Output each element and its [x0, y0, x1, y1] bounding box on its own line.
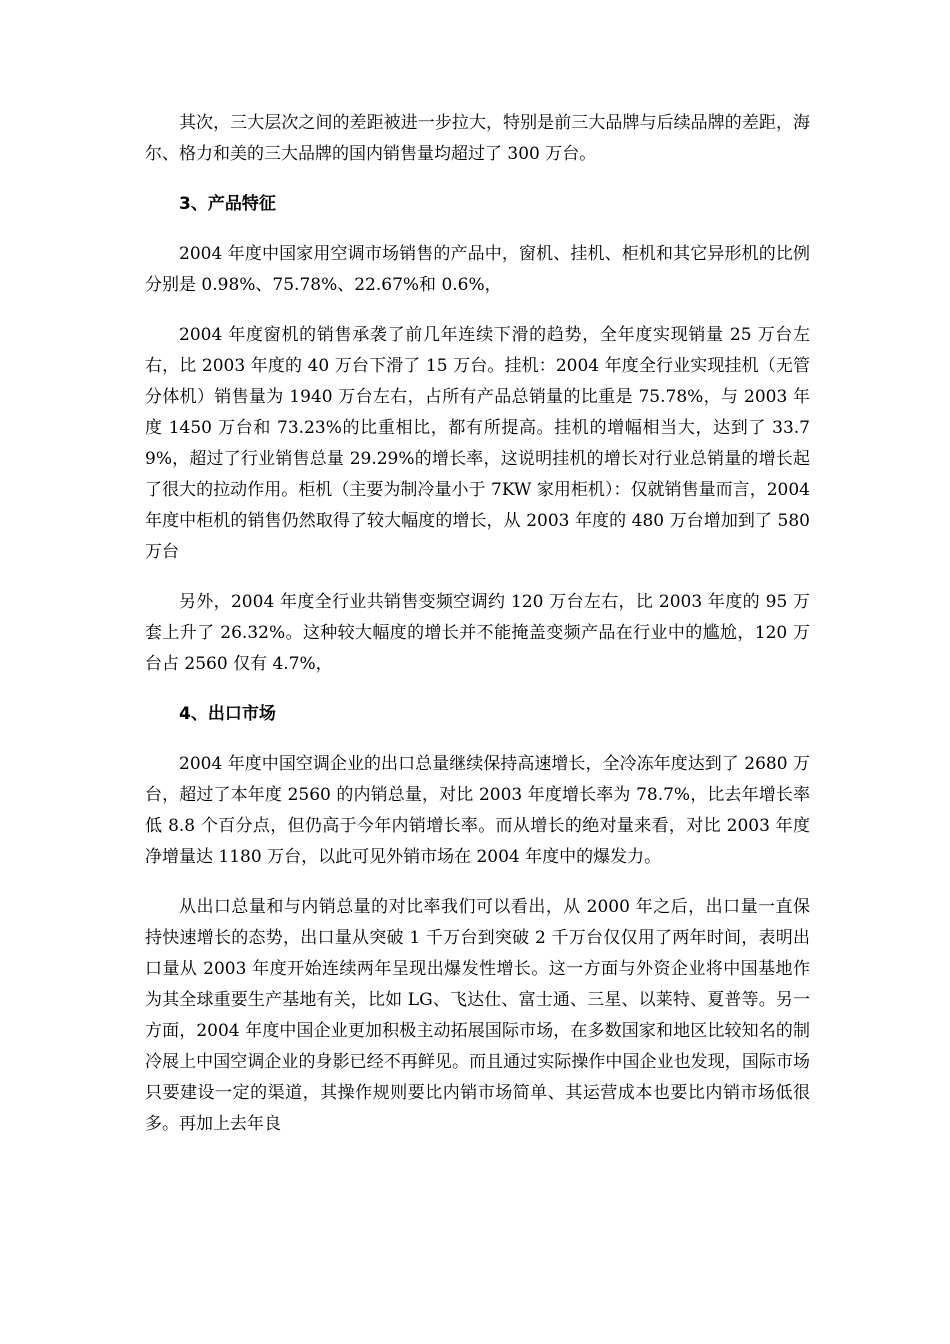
document-page: [145, 108, 810, 1159]
paragraph-inverter-ac: 另外，2004 年度全行业共销售变频空调约 120 万台左右，比 2003 年度的 95 万套上升了 26.32%。这种较大幅度的增长并不能掩盖变频产品在行业中的尴尬，120 万台占 2560 仅有 4.7%，: [145, 592, 810, 674]
paragraph-product-sales: 2004 年度窗机的销售承袭了前几年连续下滑的趋势，全年度实现销量 25 万台左右，比 2003 年度的 40 万台下滑了 15 万台。挂机：2004 年度全行业实现挂机（无管分体机）销售量为 1940 万台左右，占所有产品总销量的比重是 75.78%，与 2003 年度 1450 万台和 73.23%的比重相比，都有所提高。挂机的增幅相当大，达到了 33.79%，超过了行业销售总量 29.29%的增长率，这说明挂机的增长对行业总销量的增长起了很大的拉动作用。柜机（主要为制冷量小于 7KW 家用柜机）：仅就销售量而言，2004 年度中柜机的销售仍然取得了较大幅度的增长，从 2003 年度的 480 万台增加到了 580 万台: [145, 325, 810, 562]
paragraph-export-analysis: 从出口总量和与内销总量的对比率我们可以看出，从 2000 年之后，出口量一直保持快速增长的态势，出口量从突破 1 千万台到突破 2 千万台仅仅用了两年时间，表明出口量从 2003 年度开始连续两年呈现出爆发性增长。这一方面与外资企业将中国基地作为其全球重要生产基地有关，比如 LG、飞达仕、富士通、三星、以莱特、夏普等。另一方面，2004 年度中国企业更加积极主动拓展国际市场，在多数国家和地区比较知名的制冷展上中国空调企业的身影已经不再鲜见。而且通过实际操作中国企业也发现，国际市场只要建设一定的渠道，其操作规则要比内销市场简单、其运营成本也要比内销市场低很多。再加上去年良: [145, 897, 810, 1134]
paragraph-export-growth: 2004 年度中国空调企业的出口总量继续保持高速增长，全冷冻年度达到了 2680 万台，超过了本年度 2560 的内销总量，对比 2003 年度增长率为 78.7%，比去年增长率低 8.8 个百分点，但仍高于今年内销增长率。而从增长的绝对量来看，对比 2003 年度净增量达 1180 万台，以此可见外销市场在 2004 年度中的爆发力。: [145, 754, 810, 867]
paragraph-product-ratio: 2004 年度中国家用空调市场销售的产品中，窗机、挂机、柜机和其它异形机的比例分别是 0.98%、75.78%、22.67%和 0.6%，: [145, 244, 810, 295]
paragraph-brand-gap: 其次，三大层次之间的差距被进一步拉大，特别是前三大品牌与后续品牌的差距，海尔、格力和美的三大品牌的国内销售量均超过了 300 万台。: [145, 113, 810, 164]
heading-export-market: 4、出口市场: [179, 704, 276, 724]
heading-product-features: 3、产品特征: [179, 194, 276, 214]
